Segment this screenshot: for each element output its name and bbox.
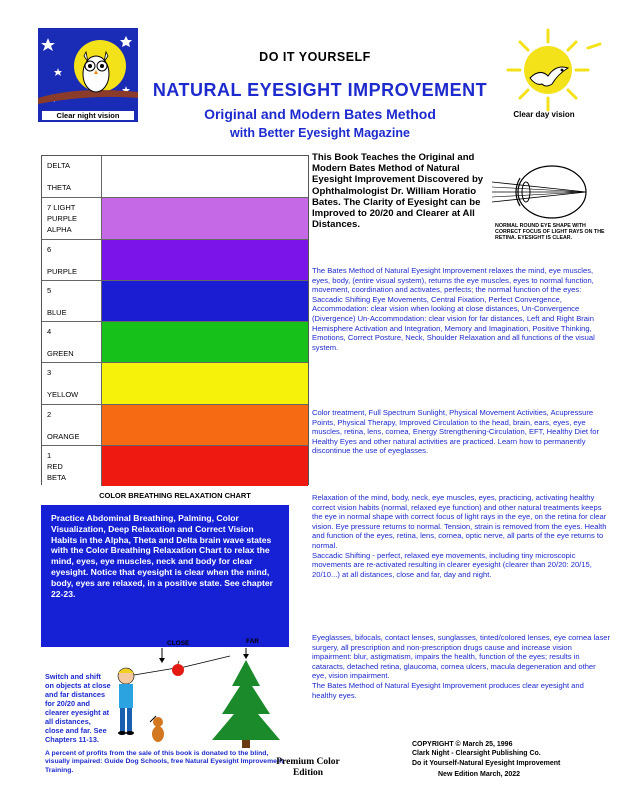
book-intro: This Book Teaches the Original and Modern Bates Method of Natural Eyesight Improvement Discovered by Ophthalmologist Dr. William Horatio Bates. The Clarity of Eyesight can be Improved to 20/20 and Clearer at All Distances.	[312, 152, 484, 231]
chart-band-label-line: ORANGE	[47, 431, 80, 441]
chart-band-label-line: 3	[47, 368, 52, 378]
copyright-block	[412, 740, 612, 768]
chart-band-label-line: RED	[47, 461, 63, 471]
chart-band	[42, 321, 308, 362]
chart-band	[42, 404, 308, 445]
night-vision-caption: Clear night vision	[42, 111, 134, 120]
chart-band-label	[42, 363, 102, 403]
chart-band-label-line: 6	[47, 244, 52, 254]
chart-band-label-line: ALPHA	[47, 225, 72, 235]
chart-band-label-line: 2	[47, 409, 52, 419]
far-label: FAR	[246, 638, 259, 645]
chart-band	[42, 445, 308, 486]
chart-band	[42, 280, 308, 321]
breathing-instructions-box: Practice Abdominal Breathing, Palming, Color Visualization, Deep Relaxation and Correct Vision Habits in the Alpha, Theta and Delta brain wave states with the Color Breathing Relaxation Chart to relax the mind, eyes, eye muscles, neck and body for clear eyesight. Notice that eyesight is clear when the mind, body, eyes are relaxed, in a positive state. See chapter 22-23.	[41, 505, 289, 647]
chart-band-label	[42, 156, 102, 197]
copyright-line-3: Do it Yourself-Natural Eyesight Improvement	[412, 759, 561, 767]
chart-band-label-line	[47, 296, 101, 307]
shift-instructions: Switch and shift on objects at close and far distances for 20/20 and clearer eyesight at all distances, close and far. See Chapters 11-13.	[45, 672, 111, 744]
chart-band-swatch	[102, 322, 308, 362]
chart-band-label-line: 1	[47, 450, 52, 460]
chart-band-label	[42, 322, 102, 362]
chart-band-label-line	[47, 420, 101, 431]
chart-band-label-line: PURPLE	[47, 214, 78, 224]
chart-band-label-line: THETA	[47, 183, 72, 192]
chart-band-swatch	[102, 198, 308, 238]
paragraph-color-treatment: Color treatment, Full Spectrum Sunlight, Physical Movement Activities, Acupressure Points, Physical Therapy, Improved Circulation to the head, brain, ears, eyes, eye muscles, retina, lens, cornea, Energy Strengthening-Circulation, EFT, Healthy Diet for Healthy Eyes and other natural activities are practiced. Learn how to permanently discontinue the use of eyeglasses.	[312, 408, 600, 456]
paragraph-eyeglasses: Eyeglasses, bifocals, contact lenses, sunglasses, tinted/colored lenses, eye cornea laser surgery, all prescription and non-prescription drugs cause and increase vision impairment: blur, astigmatism, impairs the health, function of the eyes; results in cataracts, detached retina, glaucoma, cornea ulcers, macula degeneration and other eye, vision impairment. The Bates Method of Natural Eyesight Improvement produces clear eyesight and healthy eyes.	[312, 633, 611, 700]
header-diy: DO IT YOURSELF	[259, 50, 371, 64]
eye-diagram-caption: NORMAL ROUND EYE SHAPE WITH CORRECT FOCUS OF LIGHT RAYS ON THE RETINA. EYESIGHT IS CLEAR.	[495, 223, 605, 242]
chart-band-label-line: BLUE	[47, 307, 67, 317]
chart-band-label	[42, 240, 102, 280]
profits-note: A percent of profits from the sale of this book is donated to the blind, visually impaired: Guide Dog Schools, free Natural Eyesight Improvement Training.	[45, 750, 284, 774]
night-vision-illustration	[38, 28, 138, 122]
chart-band-swatch	[102, 156, 308, 197]
header-magazine: with Better Eyesight Magazine	[230, 126, 410, 140]
chart-band-label	[42, 281, 102, 321]
chart-band	[42, 239, 308, 280]
chart-band-label-line: BETA	[47, 472, 67, 482]
header-subtitle: Original and Modern Bates Method	[204, 106, 436, 122]
chart-band-label-line: 7 LIGHT	[47, 203, 76, 213]
chart-band-label-line: 4	[47, 327, 52, 336]
close-far-illustration	[110, 646, 310, 748]
color-breathing-chart	[41, 155, 309, 485]
chart-band-label-line	[47, 378, 101, 389]
premium-edition-label	[268, 757, 348, 779]
chart-band-label-line: DELTA	[47, 161, 71, 170]
chart-band-label	[42, 446, 102, 486]
day-vision-caption: Clear day vision	[513, 110, 575, 119]
premium-line-2: Edition	[292, 768, 324, 778]
chart-band-label-line: PURPLE	[47, 266, 78, 276]
new-edition-note: New Edition March, 2022	[438, 771, 521, 778]
chart-band-label-line	[47, 171, 101, 182]
chart-band	[42, 362, 308, 403]
chart-band-label	[42, 405, 102, 445]
chart-band-label-line: 5	[47, 285, 52, 295]
chart-band-swatch	[102, 405, 308, 445]
header-title: NATURAL EYESIGHT IMPROVEMENT	[152, 80, 488, 100]
chart-band-swatch	[102, 281, 308, 321]
chart-band-swatch	[102, 240, 308, 280]
paragraph-relaxation: Relaxation of the mind, body, neck, eye muscles, eyes, practicing, activating healthy correct vision habits (normal, relaxed eye function) and other natural treatments keeps the eye in normal shape with correct focus of light rays in the eye, on the retina for clear vision. Eye pressure returns to normal. Tension, strain is removed from the eyes. Health and function of the eyes, retina, lens, cornea, optic nerve, all parts of the eye returns to normal. Saccadic Shifting - perfect, relaxed eye movements, including tiny microscopic movements are re-activated resulting in clearer eyesight (clearer than 20/20: 20/15, 20/10...) at all distances, close and far, day and night.	[312, 493, 607, 579]
chart-band-label-line: GREEN	[47, 349, 74, 358]
sun-bird-illustration	[490, 28, 608, 112]
copyright-line-2: Clark Night - Clearsight Publishing Co.	[412, 750, 541, 758]
chart-band-label	[42, 198, 102, 238]
chart-band-label-line: YELLOW	[47, 390, 79, 400]
eye-diagram	[490, 160, 608, 222]
chart-band	[42, 197, 308, 238]
chart-band	[42, 156, 308, 197]
chart-band-label-line	[47, 337, 101, 348]
copyright-line-1: COPYRIGHT © March 25, 1996	[412, 741, 513, 748]
premium-line-1: Premium Color	[276, 757, 340, 767]
close-label: CLOSE	[167, 640, 190, 647]
chart-band-swatch	[102, 446, 308, 486]
chart-caption: COLOR BREATHING RELAXATION CHART	[99, 491, 251, 500]
paragraph-bates-method: The Bates Method of Natural Eyesight Improvement relaxes the mind, eye muscles, eyes, body, (entire visual system), returns the eye muscles, eyes to normal function, movement, coordination and activates, perfects; the normal function of the eyes: Saccadic Shifting Eye Movements, Central Fixation, Perfect Convergence, Accommodation: clear vision when looking at close distances, Un-Convergence (Divergence) Un-Accommodation: clear vision for far distances, Left and Right Brain Hemisphere Activation and Integration, Memory and Imagination, Positive Thinking, Emotions, Correct Posture, Neck, Shoulder Relaxation and all functions of the visual system.	[312, 266, 595, 352]
chart-band-swatch	[102, 363, 308, 403]
chart-band-label-line	[47, 255, 101, 266]
owl-moon-illustration	[38, 28, 138, 122]
